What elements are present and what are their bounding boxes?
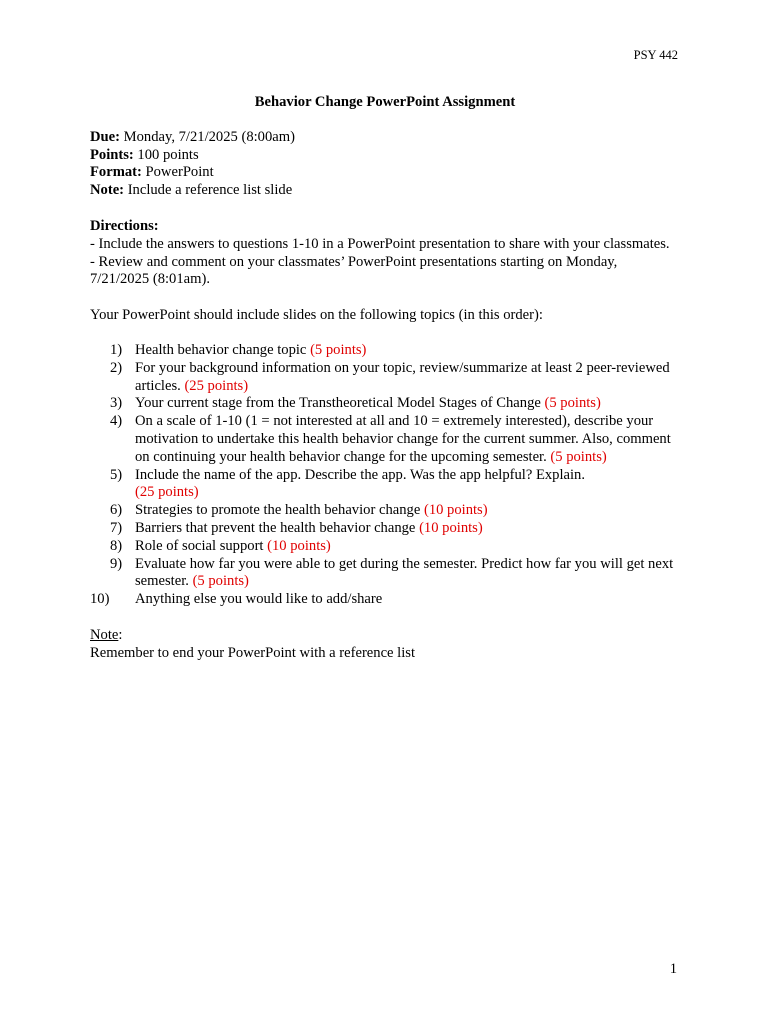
list-item-text: Evaluate how far you were able to get during the semester. Predict how far you will get next semester. [135, 555, 674, 590]
meta-label: Due: [90, 128, 120, 145]
list-number: 9) [110, 555, 123, 572]
list-item [90, 556, 680, 592]
meta-points [90, 147, 680, 165]
meta-due [90, 129, 680, 147]
list-item [90, 467, 680, 503]
list-item-text: Your current stage from the Transtheoretical Model Stages of Change [135, 395, 545, 412]
meta-label: Points: [90, 146, 134, 163]
list-item-text: Strategies to promote the health behavior change [135, 502, 424, 519]
meta-label: Format: [90, 164, 142, 181]
list-number: 10) [90, 591, 110, 608]
list-item-text: Health behavior change topic [135, 341, 311, 358]
note-heading [90, 627, 680, 645]
list-number: 6) [110, 502, 123, 519]
document-body [90, 94, 680, 663]
list-item-text: For your background information on your topic, review/summarize at least 2 peer-reviewed articles. [135, 359, 670, 394]
list-number: 1) [110, 341, 123, 358]
list-item [90, 360, 680, 396]
list-number: 8) [110, 537, 123, 554]
meta-label: Note: [90, 182, 125, 199]
direction-item: - Include the answers to questions 1-10 in a PowerPoint presentation to share with your classmates. [90, 235, 670, 252]
list-item-text: On a scale of 1-10 (1 = not interested at all and 10 = extremely interested), describe your motivation to undertake this health behavior change for the current summer. Also, comment on continuing your health behavior change for the upcoming semester. [135, 413, 671, 465]
list-number: 7) [110, 519, 123, 536]
list-number: 3) [110, 395, 123, 412]
list-number: 2) [110, 359, 123, 376]
points-value: (5 points) [192, 573, 249, 590]
meta-value: Monday, 7/21/2025 (8:00am) [120, 128, 295, 145]
list-number: 5) [110, 466, 123, 483]
note-colon: : [118, 626, 123, 643]
list-item [90, 395, 680, 413]
note-label: Note [90, 626, 119, 643]
meta-note [90, 182, 680, 200]
points-value: (25 points) [184, 377, 249, 394]
points-value: (10 points) [419, 519, 483, 536]
meta-value: 100 points [133, 146, 199, 163]
topics-list [90, 342, 680, 609]
assignment-meta [90, 129, 680, 200]
list-item-text: Barriers that prevent the health behavior change [135, 519, 420, 536]
meta-value: Include a reference list slide [124, 182, 293, 199]
points-value: (5 points) [310, 341, 367, 358]
points-value: (25 points) [135, 484, 199, 501]
directions-heading: Directions: [90, 217, 159, 234]
list-item [90, 413, 680, 466]
points-value: (10 points) [423, 502, 488, 519]
direction-item: - Review and comment on your classmates’ PowerPoint presentations starting on Monday, 7/21/2025 (8:01am). [90, 253, 618, 288]
points-value: (10 points) [267, 537, 331, 554]
list-item-text: Role of social support [135, 537, 268, 554]
course-code: PSY 442 [633, 48, 678, 62]
meta-format [90, 164, 680, 182]
meta-value: PowerPoint [141, 164, 214, 181]
document-title: Behavior Change PowerPoint Assignment [254, 94, 516, 110]
topics-intro: Your PowerPoint should include slides on the following topics (in this order): [90, 307, 543, 324]
list-item-text: Anything else you would like to add/share [135, 591, 383, 608]
list-item [90, 342, 680, 360]
points-value: (5 points) [550, 448, 607, 465]
list-number: 4) [110, 413, 123, 430]
list-item-text: Include the name of the app. Describe the app. Was the app helpful? Explain. [135, 466, 585, 483]
list-item [90, 520, 680, 538]
list-item [90, 538, 680, 556]
directions-section [90, 218, 680, 289]
note-text: Remember to end your PowerPoint with a reference list [90, 644, 416, 661]
list-item [90, 502, 680, 520]
points-value: (5 points) [544, 395, 601, 412]
page-number: 1 [669, 961, 677, 977]
list-item [90, 591, 680, 609]
